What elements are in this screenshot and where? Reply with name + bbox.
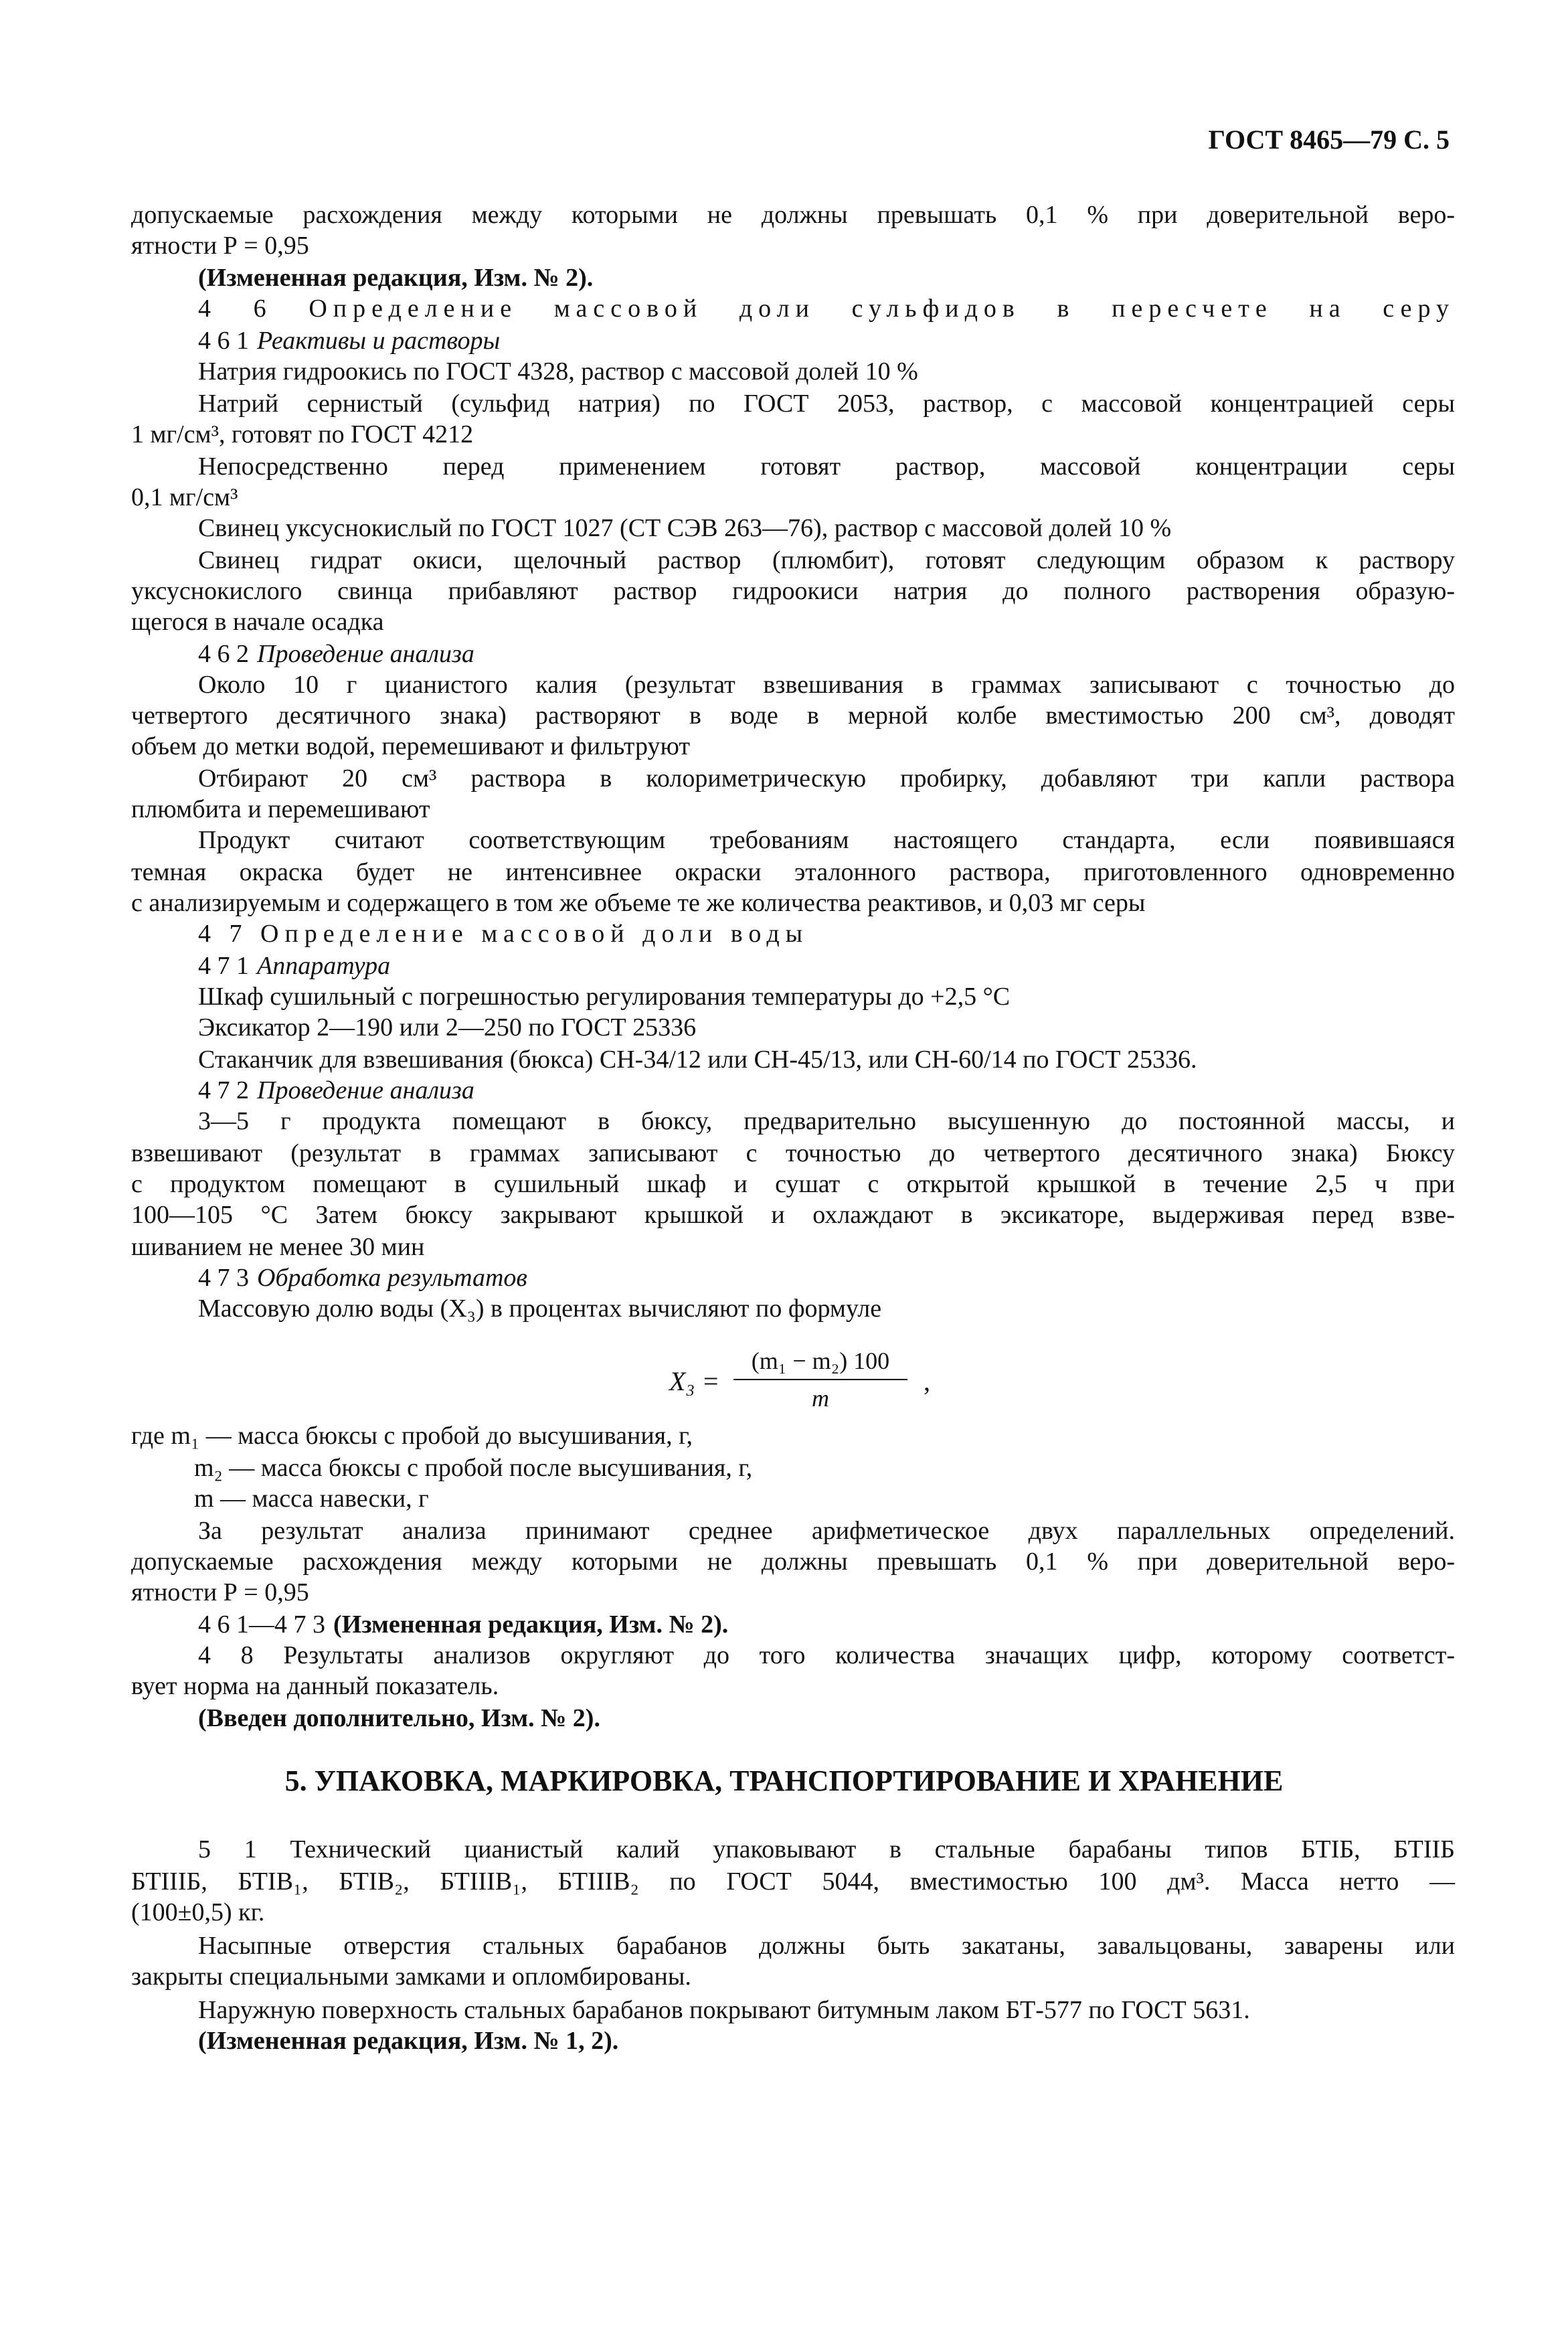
text-line: 5 1 Технический цианистый калий упаковывают в стальные барабаны типов БТІБ, БТІІБ [198, 1835, 1455, 1863]
text-line: Свинец гидрат окиси, щелочный раствор (плюмбит), готовят следующим образом к раствору [198, 546, 1455, 574]
text-line: ятности Р = 0,95 [131, 232, 309, 260]
text-line: темная окраска будет не интенсивнее окраски эталонного раствора, приготовленного одновременно [131, 858, 1455, 886]
clause-number: 4 6 1 [198, 327, 249, 355]
text-line: плюмбита и перемешивают [131, 795, 430, 823]
amendment-note: (Измененная редакция, Изм. № 1, 2). [198, 2027, 619, 2055]
text-line: Продукт считают соответствующим требованиям настоящего стандарта, если появившаяся [198, 826, 1455, 854]
clause-number: 4 7 3 [198, 1264, 249, 1292]
formula-denominator: m [812, 1385, 829, 1412]
formula-trailing-comma: , [924, 1366, 930, 1396]
text-line: Шкаф сушильный с погрешностью регулирования температуры до +2,5 °С [198, 983, 1011, 1011]
subsection-heading [198, 325, 1455, 356]
formula-lhs: X₃ = [669, 1366, 720, 1396]
text-line: вует норма на данный показатель. [131, 1672, 499, 1700]
clause-range: 4 6 1—4 7 3 [198, 1610, 325, 1639]
clause-number: 4 7 2 [198, 1076, 249, 1104]
subsection-title: Аппаратура [257, 952, 391, 980]
text-line: допускаемые расхождения между которыми не должны превышать 0,1 % при доверительной веро- [131, 201, 1455, 229]
subsection-title: Реактивы и растворы [257, 327, 501, 355]
section-heading-4-6: 4 6 Определение массовой доли сульфидов в пересчете на серу [198, 295, 1455, 323]
text-line: допускаемые расхождения между которыми не должны превышать 0,1 % при доверительной веро- [131, 1548, 1455, 1576]
text-line: Непосредственно перед применением готовят раствор, массовой концентрации серы [198, 452, 1455, 481]
text-line: Насыпные отверстия стальных барабанов должны быть закатаны, завальцованы, заварены или [198, 1932, 1455, 1960]
text-line: Стаканчик для взвешивания (бюкса) СН-34/12 или СН-45/13, или СН-60/14 по ГОСТ 25336. [198, 1046, 1197, 1074]
definition-line: m — масса навески, г [194, 1485, 429, 1513]
text-line: Эксикатор 2—190 или 2—250 по ГОСТ 25336 [198, 1013, 697, 1042]
text-line: Наружную поверхность стальных барабанов покрывают битумным лаком БТ-577 по ГОСТ 5631. [198, 1996, 1250, 2024]
text-line: 1 мг/см³, готовят по ГОСТ 4212 [131, 420, 474, 448]
text-line: Натрия гидроокись по ГОСТ 4328, раствор с массовой долей 10 % [198, 357, 918, 386]
formula-numerator: (m₁ − m₂) 100 [751, 1347, 890, 1374]
formula-x3 [669, 1345, 970, 1419]
clause-number: 4 6 2 [198, 640, 249, 668]
text-line: объем до метки водой, перемешивают и фильтруют [131, 732, 690, 760]
text-line: За результат анализа принимают среднее арифметическое двух параллельных определений. [198, 1517, 1455, 1545]
text-line: щегося в начале осадка [131, 608, 384, 636]
subsection-heading [198, 1075, 1455, 1106]
amendment-note: (Измененная редакция, Изм. № 2). [198, 264, 594, 292]
text-line: Свинец уксуснокислый по ГОСТ 1027 (СТ СЭВ 263—76), раствор с массовой долей 10 % [198, 514, 1172, 542]
subsection-title: Проведение анализа [257, 640, 474, 668]
subsection-heading [198, 1262, 1455, 1293]
text-line: (100±0,5) кг. [131, 1898, 265, 1926]
text-line: Отбирают 20 см³ раствора в колориметрическую пробирку, добавляют три капли раствора [198, 764, 1455, 793]
formula-fraction [733, 1345, 907, 1414]
text-line: закрыты специальными замками и опломбированы. [131, 1963, 691, 1991]
text-line: с анализируемым и содержащего в том же объеме те же количества реактивов, и 0,03 мг серы [131, 889, 1146, 917]
text-line: Около 10 г цианистого калия (результат взвешивания в граммах записывают с точностью до [198, 671, 1455, 699]
section-title-5: 5. УПАКОВКА, МАРКИРОВКА, ТРАНСПОРТИРОВАНИЕ И ХРАНЕНИЕ [284, 1764, 1284, 1797]
text-line: четвертого десятичного знака) растворяют в воде в мерной колбе вместимостью 200 см³, доводят [131, 701, 1455, 730]
text-line: 0,1 мг/см³ [131, 483, 238, 511]
page-header: ГОСТ 8465—79 С. 5 [1208, 124, 1450, 155]
text-line: Натрий сернистый (сульфид натрия) по ГОСТ 2053, раствор, с массовой концентрацией серы [198, 390, 1455, 418]
clause-number: 4 7 1 [198, 952, 249, 980]
text-line: 4 8 Результаты анализов округляют до того количества значащих цифр, которому соответст- [198, 1641, 1455, 1669]
amendment-text: (Измененная редакция, Изм. № 2). [333, 1610, 729, 1639]
section-heading-4-7: 4 7 Определение массовой доли воды [198, 920, 809, 948]
subsection-heading [198, 950, 1455, 981]
amendment-note [198, 1609, 1455, 1640]
text-line: 3—5 г продукта помещают в бюксу, предварительно высушенную до постоянной массы, и [198, 1107, 1455, 1135]
text-line: 100—105 °С Затем бюксу закрывают крышкой и охлаждают в эксикаторе, выдерживая перед взве- [131, 1201, 1455, 1229]
text-line: уксуснокислого свинца прибавляют раствор гидроокиси натрия до полного растворения образую- [131, 577, 1455, 605]
text-line: шиванием не менее 30 мин [131, 1233, 425, 1261]
fraction-bar [733, 1379, 907, 1380]
subsection-title: Обработка результатов [257, 1264, 527, 1292]
text-line: ятности Р = 0,95 [131, 1578, 309, 1606]
text-line: Массовую долю воды (X₃) в процентах вычисляют по формуле [198, 1295, 882, 1323]
definition-line: m₂ — масса бюксы с пробой после высушивания, г, [194, 1454, 753, 1482]
text-line: взвешивают (результат в граммах записывают с точностью до четвертого десятичного знака) Бюксу [131, 1139, 1455, 1167]
definition-line: где m₁ — масса бюксы с пробой до высушивания, г, [131, 1422, 693, 1450]
subsection-title: Проведение анализа [257, 1076, 474, 1104]
subsection-heading [198, 639, 1455, 669]
amendment-note: (Введен дополнительно, Изм. № 2). [198, 1704, 600, 1732]
text-line: с продуктом помещают в сушильный шкаф и сушат с открытой крышкой в течение 2,5 ч при [131, 1170, 1455, 1198]
text-line: БТІІІБ, БТІВ₁, БТІВ₂, БТІІІВ₁, БТІІІВ₂ по ГОСТ 5044, вместимостью 100 дм³. Масса нетто — [131, 1867, 1455, 1896]
